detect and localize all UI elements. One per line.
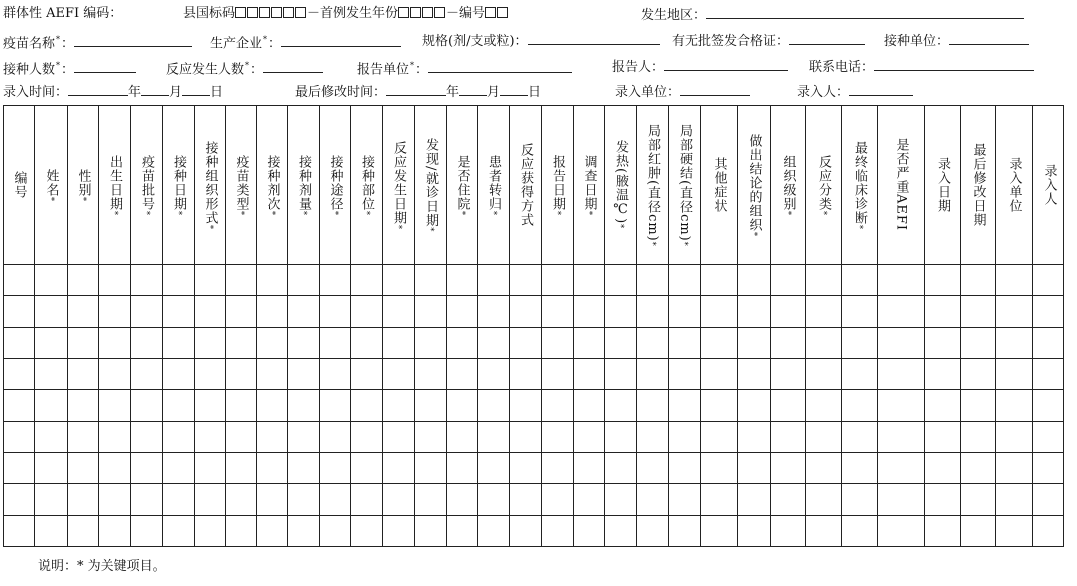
column-header-label: 接种组织形式 <box>202 140 218 225</box>
modify-time-field[interactable]: 最后修改时间： 年 月 日 <box>295 82 541 102</box>
column-header-label: 接种日期 <box>171 154 186 211</box>
column-header <box>447 106 477 264</box>
column-header <box>669 106 700 264</box>
column-header <box>226 106 256 264</box>
column-header <box>68 106 98 264</box>
column-header-label: 疫苗类型 <box>233 154 249 211</box>
footnote: 说明：* 为关键项目。 <box>38 559 166 574</box>
table-row[interactable] <box>4 389 1063 390</box>
column-header-label: 接种途径 <box>327 154 343 211</box>
required-mark: * <box>553 210 562 216</box>
required-mark: * <box>648 241 657 247</box>
column-header-label: 是否住院 <box>454 154 470 211</box>
vacc-count-field[interactable]: 接种人数*： <box>3 57 136 79</box>
report-unit-field[interactable]: 报告单位*： <box>357 57 572 79</box>
column-header <box>925 106 960 264</box>
column-header-label: 接种部位 <box>359 154 374 211</box>
column-header-label: 报告日期 <box>550 154 565 211</box>
required-mark: * <box>457 210 467 216</box>
vaccine-name-field[interactable]: 疫苗名称*： <box>3 31 192 53</box>
table-row[interactable] <box>4 358 1063 359</box>
column-header-label: 录入人 <box>1041 164 1057 206</box>
column-header <box>320 106 350 264</box>
column-header <box>383 106 414 264</box>
table-row[interactable] <box>4 452 1063 453</box>
column-header-label: 反应发生日期 <box>391 140 406 225</box>
table-row[interactable] <box>4 264 1063 265</box>
column-header-label: 做出结论的组织 <box>746 133 762 232</box>
column-header <box>478 106 509 264</box>
required-mark: * <box>783 210 793 216</box>
column-header <box>738 106 770 264</box>
column-header <box>288 106 319 264</box>
column-header <box>510 106 541 264</box>
column-header-label: 姓名 <box>43 168 59 197</box>
required-mark: * <box>330 210 340 216</box>
column-header <box>35 106 67 264</box>
required-mark: * <box>426 227 435 233</box>
producer-field[interactable]: 生产企业*： <box>210 31 401 53</box>
column-header <box>4 106 34 264</box>
column-header <box>351 106 382 264</box>
required-mark: * <box>584 210 594 216</box>
table-row[interactable] <box>4 295 1063 296</box>
required-mark: * <box>110 210 119 216</box>
column-header-label: 接种剂量 <box>296 154 311 211</box>
vacc-unit-field[interactable]: 接种单位： <box>884 31 1029 51</box>
table-row[interactable] <box>4 483 1063 484</box>
column-header-label: 发热(腋温℃) <box>613 140 628 225</box>
entry-unit-field[interactable]: 录入单位： <box>615 82 750 102</box>
column-header-label: 局部硬结(直径cm) <box>677 123 692 242</box>
column-header <box>842 106 877 264</box>
column-header-label: 患者转归 <box>486 154 501 211</box>
table-row[interactable] <box>4 515 1063 516</box>
aefi-code-label: 群体性 AEFI 编码： <box>3 6 123 21</box>
column-header <box>701 106 737 264</box>
column-header-label: 是否严重AEFI <box>893 138 909 232</box>
column-header <box>771 106 805 264</box>
column-header-label: 最终临床诊断 <box>852 140 867 225</box>
column-header <box>415 106 446 264</box>
required-mark: * <box>362 210 371 216</box>
column-header <box>163 106 194 264</box>
column-header <box>99 106 130 264</box>
column-header <box>996 106 1032 264</box>
column-header-label: 发现/就诊日期 <box>423 137 438 228</box>
column-header <box>1033 106 1065 264</box>
column-header-label: 编号 <box>11 171 27 199</box>
lot-cert-field[interactable]: 有无批签发合格证： <box>672 31 865 51</box>
required-mark: * <box>394 224 403 230</box>
column-header <box>574 106 604 264</box>
entry-person-field[interactable]: 录入人： <box>797 82 913 102</box>
required-mark: * <box>489 210 498 216</box>
table-row[interactable] <box>4 327 1063 328</box>
column-header-label: 接种剂次 <box>264 154 280 211</box>
reaction-count-field[interactable]: 反应发生人数*： <box>166 57 323 79</box>
column-header-label: 出生日期 <box>107 154 122 211</box>
required-mark: * <box>855 224 864 230</box>
phone-field[interactable]: 联系电话： <box>809 57 1034 77</box>
column-header-label: 反应获得方式 <box>518 143 533 227</box>
required-mark: * <box>616 224 625 230</box>
column-header <box>878 106 924 264</box>
column-header <box>257 106 287 264</box>
entry-time-field[interactable]: 录入时间： 年 月 日 <box>3 82 223 102</box>
required-mark: * <box>267 210 277 216</box>
required-mark: * <box>749 231 759 237</box>
required-mark: * <box>174 210 183 216</box>
column-header-label: 性别 <box>75 168 91 197</box>
required-mark: * <box>78 196 88 202</box>
column-header-label: 反应分类 <box>816 154 831 211</box>
column-header <box>195 106 225 264</box>
column-header-label: 最后修改日期 <box>970 143 986 227</box>
column-header <box>806 106 841 264</box>
county-code-field[interactable]: 县国标码 －首例发生年份 －编号 <box>183 5 509 23</box>
required-mark: * <box>819 210 828 216</box>
reporter-field[interactable]: 报告人： <box>612 57 788 77</box>
column-header-label: 其他症状 <box>711 157 727 213</box>
required-mark: * <box>142 210 151 216</box>
region-field[interactable]: 发生地区： <box>641 5 1024 25</box>
column-header <box>131 106 162 264</box>
column-header <box>637 106 668 264</box>
column-header <box>605 106 636 264</box>
column-header-label: 疫苗批号 <box>139 154 154 211</box>
required-mark: * <box>46 196 56 202</box>
required-mark: * <box>299 210 308 216</box>
spec-field[interactable]: 规格(剂/支或粒)： <box>422 31 660 51</box>
column-header-label: 局部红肿(直径cm) <box>645 123 660 242</box>
table-row[interactable] <box>4 421 1063 422</box>
column-header-label: 录入日期 <box>935 157 950 213</box>
required-mark: * <box>680 241 689 247</box>
column-header-label: 调查日期 <box>581 154 597 211</box>
column-header <box>542 106 573 264</box>
required-mark: * <box>236 210 246 216</box>
column-header-label: 组织级别 <box>780 154 796 211</box>
column-header-label: 录入单位 <box>1006 157 1022 213</box>
required-mark: * <box>205 224 215 230</box>
aefi-table <box>3 105 1064 547</box>
column-header <box>961 106 995 264</box>
